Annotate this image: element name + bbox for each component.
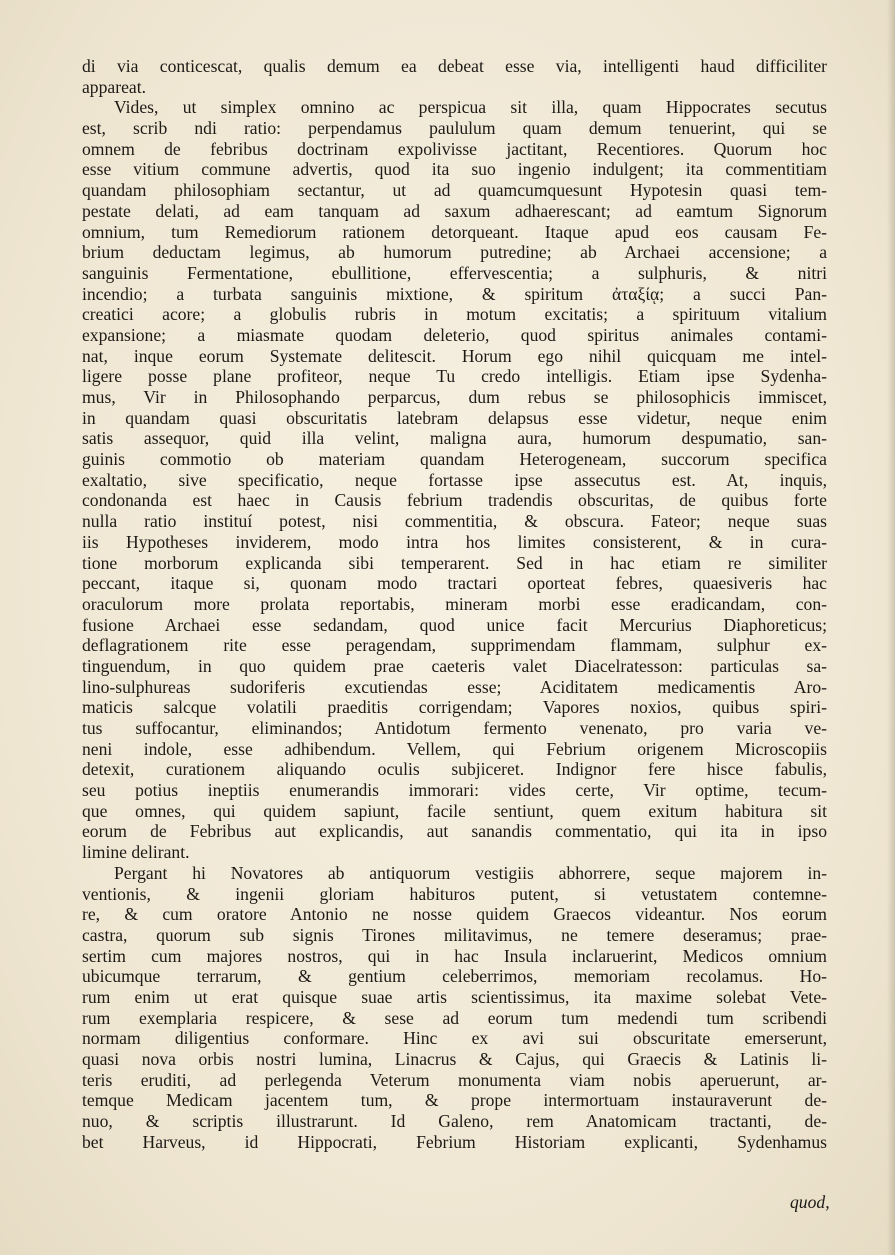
text-line: eorum de Febribus aut explicandis, aut sanandis commentatio, qui ita in ipso [82, 821, 827, 842]
text-line: incendio; a turbata sanguinis mixtione, & spiritum ἀταξίᾳ; a succi Pan- [82, 283, 827, 304]
text-line: di via conticescat, qualis demum ea debeat esse via, intelligenti haud difficiliter [82, 56, 827, 76]
text-line: limine delirant. [82, 842, 190, 863]
text-line: detexit, curationem aliquando oculis subjiceret. Indignor fere hisce fabulis, [82, 759, 827, 780]
text-line: bet Harveus, id Hippocrati, Febrium Historiam explicanti, Sydenhamus [82, 1131, 827, 1152]
text-line: re, & cum oratore Antonio ne nosse quidem Graecos videantur. Nos eorum [82, 904, 827, 925]
text-line: maticis salcque volatili praeditis corrigendam; Vapores noxios, quibus spiri- [82, 697, 827, 718]
text-line: tus suffocantur, eliminandos; Antidotum fermento venenato, pro varia ve- [82, 718, 827, 738]
text-line: nuo, & scriptis illustrarunt. Id Galeno, rem Anatomicam tractanti, de- [82, 1111, 827, 1132]
text-line: brium deductam legimus, ab humorum putredine; ab Archaei accensione; a [82, 242, 827, 263]
text-line: creatici acore; a globulis rubris in motum excitatis; a spirituum vitalium [82, 304, 827, 325]
text-line: que omnes, qui quidem sapiunt, facile sentiunt, quem exitum habitura sit [82, 800, 827, 821]
text-line: rum exemplaria respicere, & sese ad eorum tum medendi tum scribendi [82, 1007, 827, 1028]
text-line: neni indole, esse adhibendum. Vellem, qui Febrium origenem Microscopiis [82, 738, 827, 759]
text-line: lino-sulphureas sudoriferis excutiendas esse; Aciditatem medicamentis Aro- [82, 676, 827, 697]
text-line: satis assequor, quid illa velint, maligna aura, humorum despumatio, san- [82, 428, 827, 449]
body-text [82, 56, 827, 1152]
text-line: quandam philosophiam sectantur, ut ad quamcumquesunt Hypotesin quasi tem- [82, 180, 827, 201]
text-line: exaltatio, sive specificatio, neque fortasse ipse assecutus est. At, inquis, [82, 469, 827, 490]
text-line: sanguinis Fermentatione, ebullitione, effervescentia; a sulphuris, & nitri [82, 262, 827, 283]
text-line: esse vitium commune advertis, quod ita suo ingenio indulgent; ita commentitiam [82, 159, 827, 180]
text-line: omnem de febribus doctrinam expolivisse jactitant, Recentiores. Quorum hoc [82, 138, 827, 159]
text-line: peccant, itaque si, quonam modo tractari oporteat febres, quaesiveris hac [82, 573, 827, 594]
text-line: ubicumque terrarum, & gentium celeberrimos, memoriam recolamus. Ho- [82, 966, 827, 987]
text-line: guinis commotio ob materiam quandam Heterogeneam, succorum specifica [82, 449, 827, 470]
text-line: sertim cum majores nostros, qui in hac Insula inclaruerint, Medicos omnium [82, 945, 827, 966]
text-line: fusione Archaei esse sedandam, quod unice facit Mercurius Diaphoreticus; [82, 614, 827, 635]
paragraph-start-line: Pergant hi Novatores ab antiquorum vestigiis abhorrere, seque majorem in- [114, 862, 827, 883]
text-line: temque Medicam jacentem tum, & prope intermortuam instauraverunt de- [82, 1090, 827, 1111]
text-line: expansione; a miasmate quodam deleterio, quod spiritus animales contami- [82, 324, 827, 345]
text-line: ligere posse plane profiteor, neque Tu credo intelligis. Etiam ipse Sydenha- [82, 366, 827, 387]
text-line: castra, quorum sub signis Tirones militavimus, ne temere deseramus; prae- [82, 924, 827, 945]
page-edge-shadow [887, 0, 895, 1255]
text-line: appareat. [82, 76, 146, 97]
text-line: ventionis, & ingenii gloriam habituros putent, si vetustatem contemne- [82, 883, 827, 904]
text-line: condonanda est haec in Causis febrium tradendis obscuritas, de quibus forte [82, 490, 827, 511]
text-line: iis Hypotheses inviderem, modo intra hos limites consisterent, & in cura- [82, 531, 827, 552]
text-line: est, scrib ndi ratio: perpendamus paululum quam demum tenuerint, qui se [82, 118, 827, 139]
text-line: teris eruditi, ad perlegenda Veterum monumenta viam nobis aperuerunt, ar- [82, 1069, 827, 1090]
text-line: in quandam quasi obscuritatis latebram delapsus esse videtur, neque enim [82, 407, 827, 428]
text-line: quasi nova orbis nostri lumina, Linacrus & Cajus, qui Graecis & Latinis li- [82, 1049, 827, 1069]
text-line: pestate delati, ad eam tanquam ad saxum adhaerescant; ad eamtum Signorum [82, 200, 827, 221]
text-line: seu potius ineptiis enumerandis immorari: vides certe, Vir optime, tecum- [82, 780, 827, 801]
text-line: mus, Vir in Philosophando perparcus, dum rebus se philosophicis immiscet, [82, 387, 827, 407]
text-line: oraculorum more prolata reportabis, mineram morbi esse eradicandam, con- [82, 593, 827, 614]
paragraph-start-line: Vides, ut simplex omnino ac perspicua sit illa, quam Hippocrates secutus [114, 97, 827, 118]
text-line: rum enim ut erat quisque suae artis scientissimus, ita maxime solebat Vete- [82, 986, 827, 1007]
catchword: quod, [790, 1192, 830, 1212]
text-line: omnium, tum Remediorum rationem detorqueant. Itaque apud eos causam Fe- [82, 221, 827, 242]
text-line: nat, inque eorum Systemate delitescit. Horum ego nihil quicquam me intel- [82, 345, 827, 366]
text-line: deflagrationem rite esse peragendam, supprimendam flammam, sulphur ex- [82, 635, 827, 656]
text-line: tione morborum explicanda sibi temperarent. Sed in hac etiam re similiter [82, 552, 827, 573]
text-line: normam diligentius conformare. Hinc ex avi sui obscuritate emerserunt, [82, 1028, 827, 1049]
text-line: nulla ratio instituí potest, nisi commentitia, & obscura. Fateor; neque suas [82, 511, 827, 532]
text-line: tinguendum, in quo quidem prae caeteris valet Diacelratesson: particulas sa- [82, 655, 827, 676]
